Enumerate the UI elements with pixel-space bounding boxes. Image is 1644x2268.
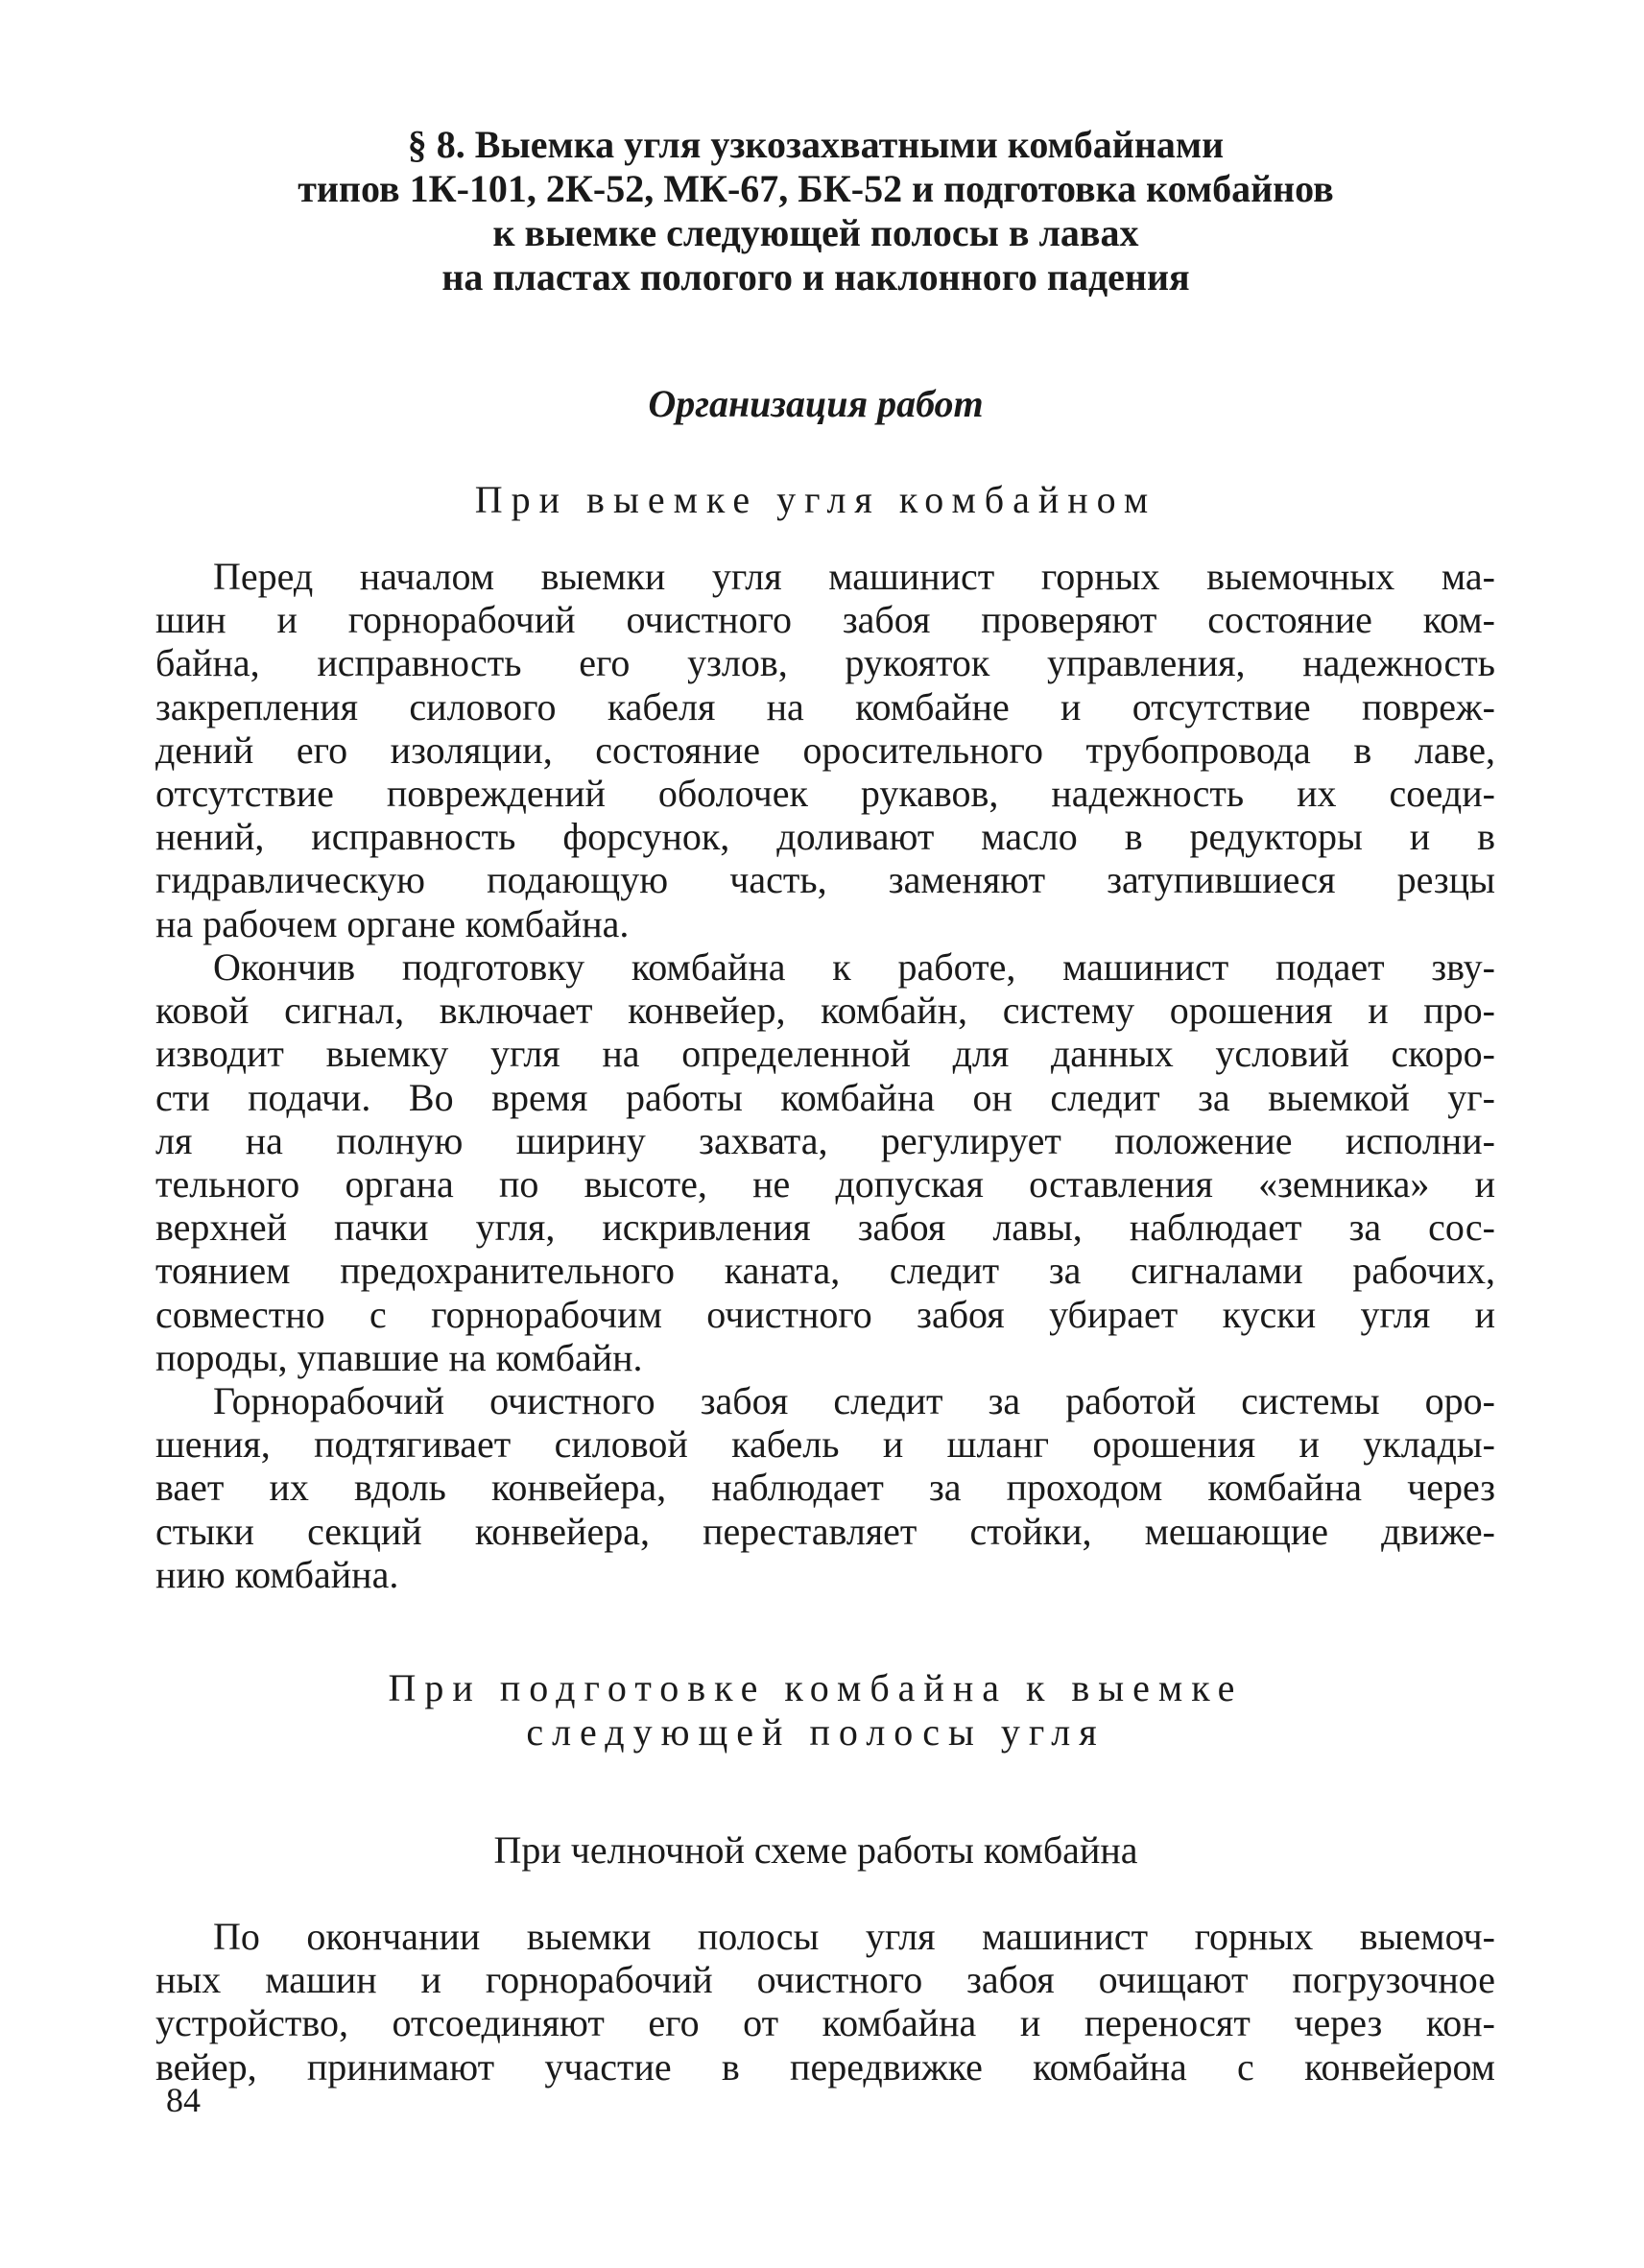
paragraph-line: гидравлическую подающую часть, заменяют затупившиеся резцы xyxy=(155,858,1495,902)
paragraph-line: нию комбайна. xyxy=(155,1552,399,1596)
paragraph-line: изводит выемку угля на определенной для данных условий скоро- xyxy=(155,1032,1495,1076)
section-title-line: типов 1К-101, 2К-52, МК-67, БК-52 и подготовка комбайнов xyxy=(298,167,1334,210)
paragraph-line: на рабочем органе комбайна. xyxy=(155,901,630,945)
subheading-preparation xyxy=(192,1666,1440,1755)
paragraph-1 xyxy=(155,555,1495,945)
paragraph-line: совместно с горнорабочим очистного забоя убирает куски угля и xyxy=(155,1292,1495,1336)
subheading-mining: При выемке угля комбайном xyxy=(474,478,1157,521)
paragraph-4 xyxy=(155,1915,1495,2089)
subheading-preparation-line: При подготовке комбайна к выемке xyxy=(388,1666,1244,1709)
paragraph-line: устройство, отсоединяют его от комбайна и переносят через кон- xyxy=(155,2001,1495,2045)
paragraph-2 xyxy=(155,945,1495,1379)
paragraph-line: Перед началом выемки угля машинист горных выемочных ма- xyxy=(213,555,1495,598)
subheading-organization: Организация работ xyxy=(648,382,984,425)
paragraph-3 xyxy=(155,1379,1495,1596)
paragraph-line: дений его изоляции, состояние оросительного трубопровода в лаве, xyxy=(155,728,1495,772)
paragraph-line: отсутствие повреждений оболочек рукавов, надежность их соеди- xyxy=(155,771,1495,815)
section-title-line: на пластах пологого и наклонного падения xyxy=(441,255,1190,298)
paragraph-line: вейер, принимают участие в передвижке комбайна с конвейером xyxy=(155,2044,1495,2089)
section-title xyxy=(192,123,1440,299)
paragraph-line: байна, исправность его узлов, рукояток управления, надежность xyxy=(155,641,1495,685)
paragraph-line: ных машин и горнорабочий очистного забоя очищают погрузочное xyxy=(155,1958,1495,2002)
section-title-line: к выемке следующей полосы в лавах xyxy=(492,211,1139,254)
paragraph-line: нений, исправность форсунок, доливают масло в редукторы и в xyxy=(155,815,1495,859)
paragraph-line: тельного органа по высоте, не допуская оставления «земника» и xyxy=(155,1161,1495,1206)
paragraph-line: вает их вдоль конвейера, наблюдает за проходом комбайна через xyxy=(155,1466,1495,1510)
paragraph-line: тоянием предохранительного каната, следит за сигналами рабочих, xyxy=(155,1249,1495,1293)
paragraph-line: Окончив подготовку комбайна к работе, машинист подает зву- xyxy=(213,945,1495,989)
paragraph-line: стыки секций конвейера, переставляет стойки, мешающие движе- xyxy=(155,1509,1495,1553)
paragraph-line: ковой сигнал, включает конвейер, комбайн, систему орошения и про- xyxy=(155,989,1495,1033)
paragraph-line: сти подачи. Во время работы комбайна он следит за выемкой уг- xyxy=(155,1075,1495,1119)
paragraph-line: породы, упавшие на комбайн. xyxy=(155,1335,643,1379)
paragraph-line: ля на полную ширину захвата, регулирует положение исполни- xyxy=(155,1118,1495,1162)
subheading-preparation-line: следующей полосы угля xyxy=(526,1710,1106,1754)
paragraph-line: шин и горнорабочий очистного забоя проверяют состояние ком- xyxy=(155,598,1495,642)
paragraph-line: Горнорабочий очистного забоя следит за работой системы оро- xyxy=(213,1379,1495,1422)
page-number: 84 xyxy=(166,2081,201,2119)
paragraph-line: По окончании выемки полосы угля машинист горных выемоч- xyxy=(213,1915,1495,1958)
paragraph-line: шения, подтягивает силовой кабель и шланг орошения и уклады- xyxy=(155,1422,1495,1467)
subheading-shuttle: При челночной схеме работы комбайна xyxy=(493,1828,1138,1872)
paragraph-line: верхней пачки угля, искривления забоя лавы, наблюдает за сос- xyxy=(155,1206,1495,1250)
paragraph-line: закрепления силового кабеля на комбайне и отсутствие повреж- xyxy=(155,684,1495,728)
section-title-line: § 8. Выемка угля узкозахватными комбайнами xyxy=(407,123,1225,166)
